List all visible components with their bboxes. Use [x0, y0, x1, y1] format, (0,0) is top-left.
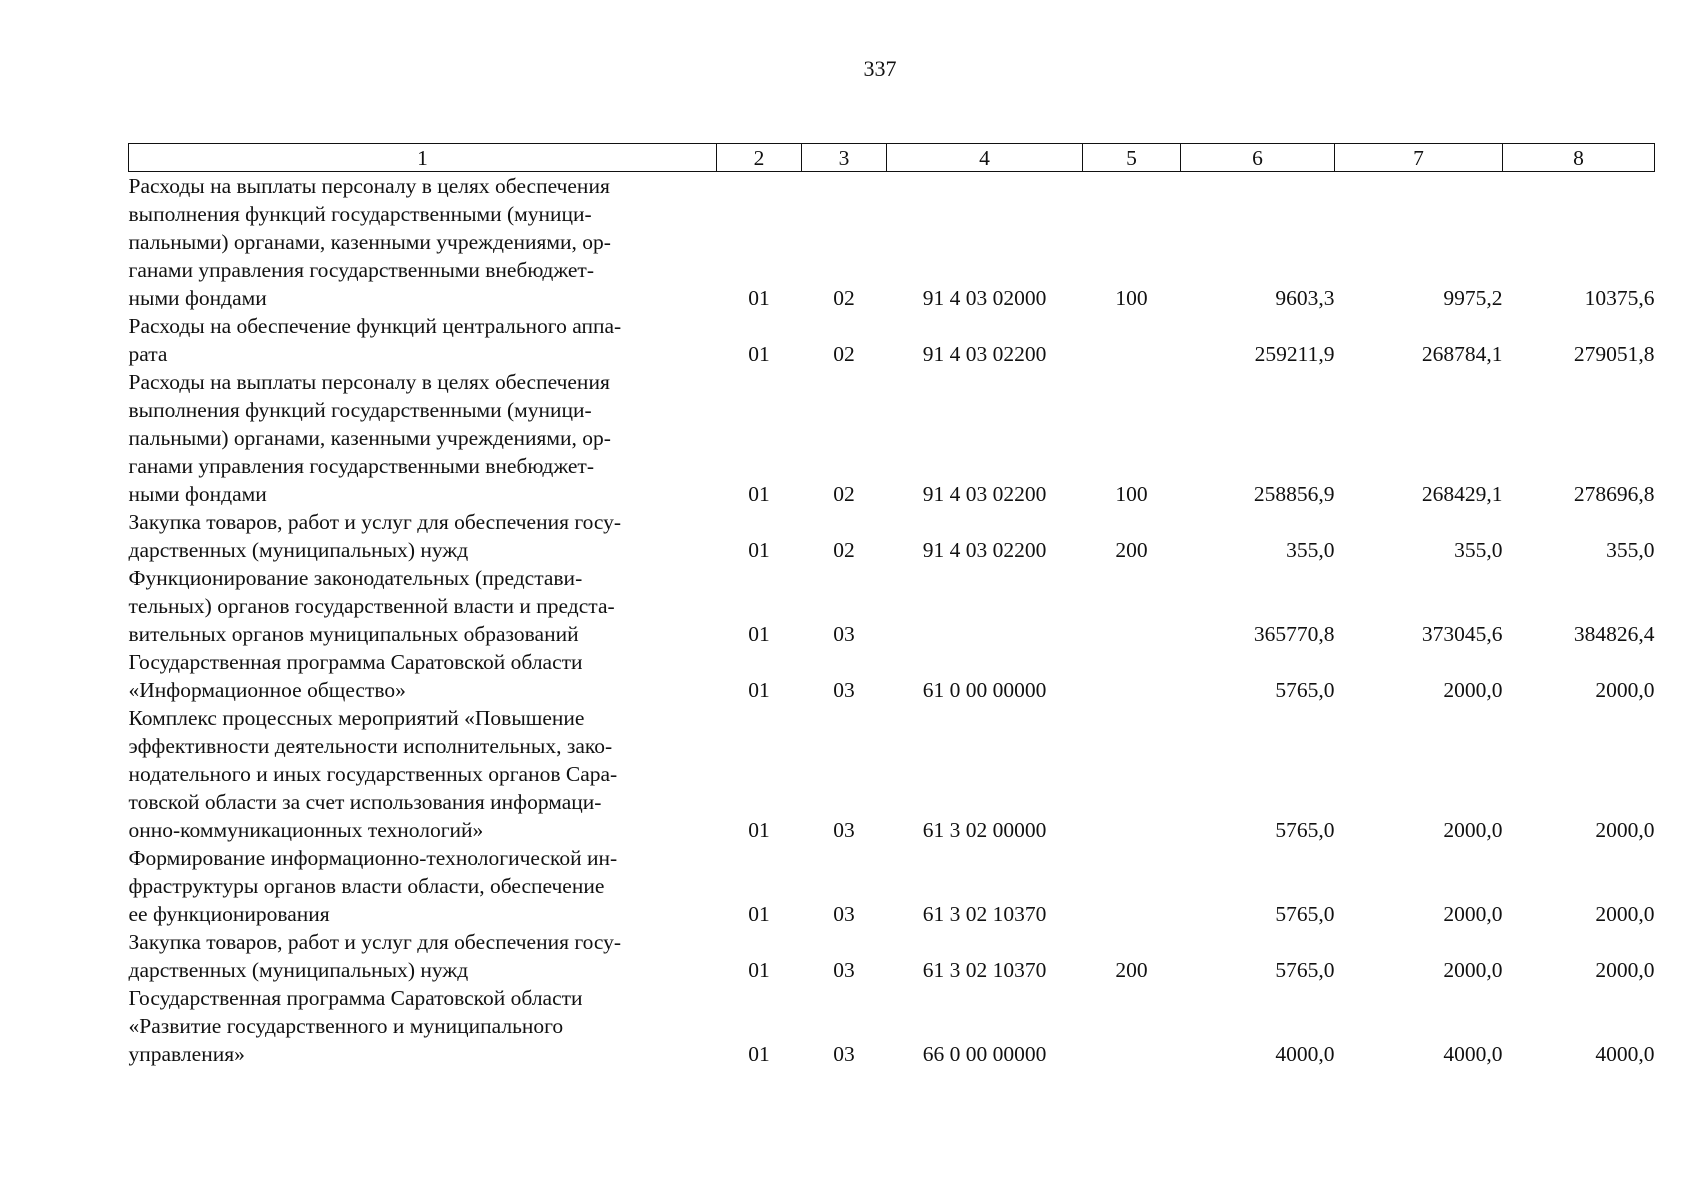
razdel-code: 01: [748, 958, 770, 982]
column-header: 7: [1335, 144, 1503, 172]
subsection-code: 03: [833, 678, 855, 702]
description-line: товской области за счет использования информаци-: [128, 790, 602, 814]
subsection-code: 03: [833, 622, 855, 646]
description-line: нодательного и иных государственных органов Сара-: [128, 762, 618, 786]
row-description: [129, 648, 717, 704]
table-row: [129, 564, 1655, 648]
expense-type-code: 100: [1115, 482, 1148, 506]
table-row: [129, 312, 1655, 368]
amount-year-3: 2000,0: [1595, 818, 1655, 842]
amount-year-2: 2000,0: [1443, 958, 1503, 982]
row-description: [129, 312, 717, 368]
razdel-code: 01: [748, 818, 770, 842]
column-header: 3: [802, 144, 887, 172]
column-header: 5: [1083, 144, 1181, 172]
description-line: пальными) органами, казенными учреждениями, ор-: [128, 230, 611, 254]
target-article-code: 61 3 02 00000: [922, 818, 1047, 842]
amount-year-3: 4000,0: [1595, 1042, 1655, 1066]
target-article-code: [887, 564, 1083, 648]
amount-year-1: 5765,0: [1275, 678, 1335, 702]
subsection-code: 03: [833, 958, 855, 982]
amount-year-3: 384826,4: [1573, 622, 1655, 646]
amount-year-1: 5765,0: [1275, 958, 1335, 982]
description-line: тельных) органов государственной власти и предста-: [128, 594, 615, 618]
description-line: Расходы на выплаты персоналу в целях обеспечения: [128, 174, 610, 198]
subsection-code: 03: [833, 902, 855, 926]
description-line: ными фондами: [128, 482, 267, 506]
subsection-code: 02: [833, 538, 855, 562]
expense-type-code: [1083, 984, 1181, 1068]
expense-type-code: [1083, 844, 1181, 928]
description-line: выполнения функций государственными (муници-: [128, 398, 592, 422]
amount-year-3: 10375,6: [1584, 286, 1655, 310]
description-line: Закупка товаров, работ и услуг для обеспечения госу-: [128, 930, 622, 954]
expense-type-code: [1083, 564, 1181, 648]
description-line: Государственная программа Саратовской области: [128, 986, 583, 1010]
razdel-code: 01: [748, 342, 770, 366]
amount-year-1: 355,0: [1286, 538, 1335, 562]
amount-year-1: 9603,3: [1275, 286, 1335, 310]
expense-type-code: [1083, 312, 1181, 368]
table-row: [129, 928, 1655, 984]
description-line: выполнения функций государственными (муници-: [128, 202, 592, 226]
razdel-code: 01: [748, 286, 770, 310]
subsection-code: 03: [833, 1042, 855, 1066]
table-row: [129, 648, 1655, 704]
row-description: [129, 984, 717, 1068]
column-number-row: [129, 144, 1655, 172]
amount-year-1: 259211,9: [1254, 342, 1335, 366]
column-header: 6: [1181, 144, 1335, 172]
table-row: [129, 172, 1655, 313]
table-body: [129, 172, 1655, 1069]
budget-table: [128, 143, 1655, 1068]
table-row: [129, 844, 1655, 928]
amount-year-2: 355,0: [1454, 538, 1503, 562]
target-article-code: 91 4 03 02200: [922, 342, 1047, 366]
row-description: [129, 844, 717, 928]
amount-year-2: 9975,2: [1443, 286, 1503, 310]
table-row: [129, 368, 1655, 508]
razdel-code: 01: [748, 482, 770, 506]
column-header: 1: [129, 144, 717, 172]
amount-year-2: 4000,0: [1443, 1042, 1503, 1066]
amount-year-3: 279051,8: [1573, 342, 1655, 366]
description-line: ганами управления государственными внебюджет-: [128, 258, 594, 282]
description-line: «Развитие государственного и муниципального: [128, 1014, 564, 1038]
page-number: 337: [863, 56, 897, 81]
amount-year-2: 2000,0: [1443, 818, 1503, 842]
description-line: Функционирование законодательных (представи-: [128, 566, 583, 590]
description-line: дарственных (муниципальных) нужд: [128, 958, 469, 982]
target-article-code: 91 4 03 02200: [922, 482, 1047, 506]
row-description: [129, 564, 717, 648]
description-line: ными фондами: [128, 286, 267, 310]
table-row: [129, 704, 1655, 844]
description-line: Закупка товаров, работ и услуг для обеспечения госу-: [128, 510, 622, 534]
description-line: управления»: [128, 1042, 245, 1066]
expense-type-code: 200: [1115, 538, 1148, 562]
amount-year-2: 268784,1: [1421, 342, 1503, 366]
column-header: 4: [887, 144, 1083, 172]
amount-year-1: 258856,9: [1253, 482, 1335, 506]
description-line: дарственных (муниципальных) нужд: [128, 538, 469, 562]
subsection-code: 02: [833, 286, 855, 310]
amount-year-3: 278696,8: [1573, 482, 1655, 506]
subsection-code: 03: [833, 818, 855, 842]
target-article-code: 61 3 02 10370: [922, 958, 1047, 982]
amount-year-3: 355,0: [1606, 538, 1655, 562]
row-description: [129, 172, 717, 313]
amount-year-2: 2000,0: [1443, 678, 1503, 702]
expense-type-code: [1083, 704, 1181, 844]
description-line: фраструктуры органов власти области, обеспечение: [128, 874, 605, 898]
column-header: 8: [1503, 144, 1655, 172]
expense-type-code: [1083, 648, 1181, 704]
row-description: [129, 704, 717, 844]
table-row: [129, 984, 1655, 1068]
razdel-code: 01: [748, 622, 770, 646]
description-line: Комплекс процессных мероприятий «Повышение: [128, 706, 585, 730]
target-article-code: 66 0 00 00000: [922, 1042, 1047, 1066]
description-line: вительных органов муниципальных образований: [128, 622, 579, 646]
razdel-code: 01: [748, 1042, 770, 1066]
table-row: [129, 508, 1655, 564]
description-line: эффективности деятельности исполнительных, зако-: [128, 734, 613, 758]
description-line: ее функционирования: [128, 902, 330, 926]
subsection-code: 02: [833, 342, 855, 366]
description-line: ганами управления государственными внебюджет-: [128, 454, 594, 478]
description-line: «Информационное общество»: [128, 678, 406, 702]
target-article-code: 91 4 03 02000: [922, 286, 1047, 310]
amount-year-1: 365770,8: [1253, 622, 1335, 646]
amount-year-2: 2000,0: [1443, 902, 1503, 926]
description-line: пальными) органами, казенными учреждениями, ор-: [128, 426, 611, 450]
description-line: Расходы на обеспечение функций центрального аппа-: [128, 314, 622, 338]
razdel-code: 01: [748, 538, 770, 562]
row-description: [129, 508, 717, 564]
amount-year-2: 373045,6: [1421, 622, 1503, 646]
description-line: Формирование информационно-технологической ин-: [128, 846, 618, 870]
description-line: Государственная программа Саратовской области: [128, 650, 583, 674]
razdel-code: 01: [748, 902, 770, 926]
razdel-code: 01: [748, 678, 770, 702]
description-line: Расходы на выплаты персоналу в целях обеспечения: [128, 370, 610, 394]
amount-year-1: 4000,0: [1275, 1042, 1335, 1066]
target-article-code: 91 4 03 02200: [922, 538, 1047, 562]
target-article-code: 61 3 02 10370: [922, 902, 1047, 926]
amount-year-1: 5765,0: [1275, 902, 1335, 926]
description-line: рата: [128, 342, 168, 366]
subsection-code: 02: [833, 482, 855, 506]
expense-type-code: 100: [1115, 286, 1148, 310]
expense-type-code: 200: [1115, 958, 1148, 982]
amount-year-3: 2000,0: [1595, 902, 1655, 926]
row-description: [129, 928, 717, 984]
target-article-code: 61 0 00 00000: [922, 678, 1047, 702]
amount-year-3: 2000,0: [1595, 678, 1655, 702]
amount-year-3: 2000,0: [1595, 958, 1655, 982]
column-header: 2: [717, 144, 802, 172]
row-description: [129, 368, 717, 508]
description-line: онно-коммуникационных технологий»: [128, 818, 484, 842]
amount-year-2: 268429,1: [1421, 482, 1503, 506]
amount-year-1: 5765,0: [1275, 818, 1335, 842]
